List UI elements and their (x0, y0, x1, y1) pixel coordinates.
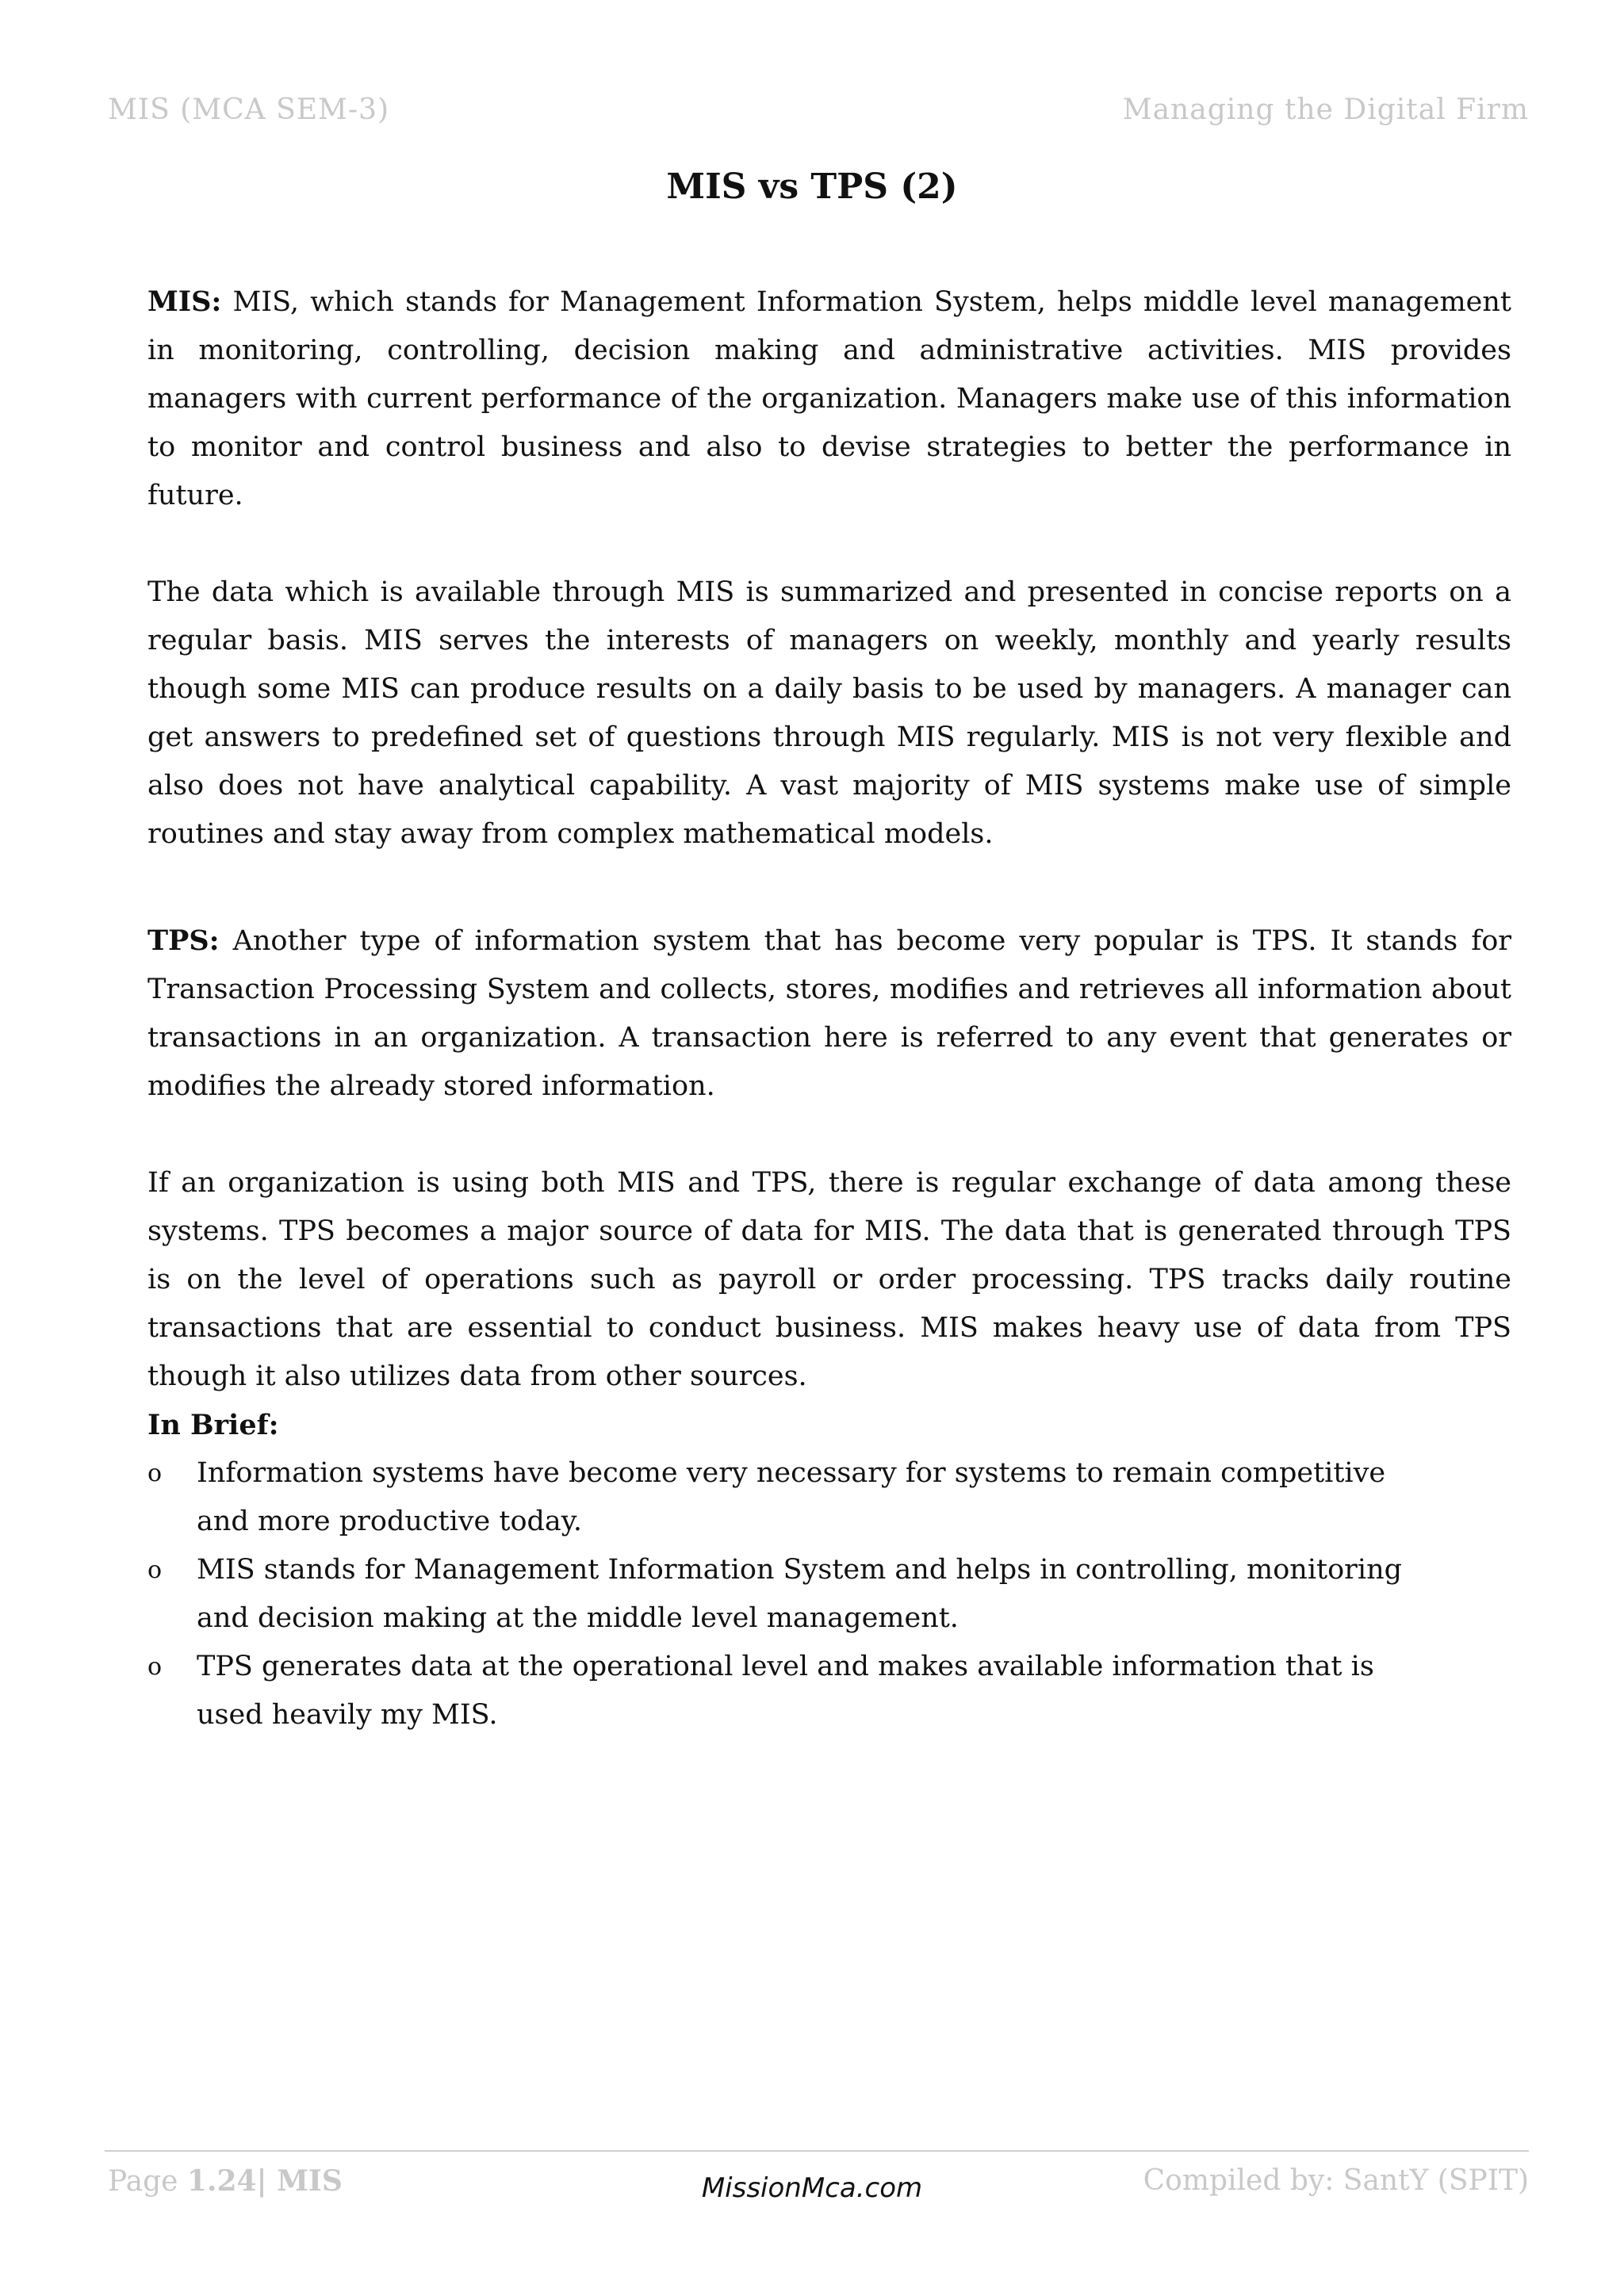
in-brief-list (147, 1449, 1440, 1739)
in-brief-heading: In Brief: (147, 1409, 279, 1441)
header-right-text: Managing the Digital Firm (1122, 94, 1529, 126)
list-item-text: MIS stands for Management Information System and helps in controlling, monitoring and decision making at the middle level management. (197, 1554, 1403, 1634)
hollow-bullet-icon: o (147, 1653, 163, 1681)
mis-paragraph-text: MIS, which stands for Management Information System, helps middle level management in monitoring, controlling, decision making and administrative activities. MIS provides managers with current performance of the organization. Managers make use of this information to monitor and control business and also to devise strategies to better the performance in future. (147, 286, 1511, 511)
hollow-bullet-icon: o (147, 1556, 163, 1584)
document-body (147, 277, 1511, 1739)
list-item (147, 1643, 1440, 1739)
footer-page-number: 1.24| MIS (186, 2164, 343, 2198)
mis-lead-label: MIS: (147, 285, 222, 318)
mis-paragraph (147, 277, 1511, 520)
mis-data-paragraph: The data which is available through MIS is summarized and presented in concise reports on a regular basis. MIS serves the interests of managers on weekly, monthly and yearly results though some MIS can produce results on a daily basis to be used by managers. A manager can get answers to predefined set of questions through MIS regularly. MIS is not very flexible and also does not have analytical capability. A vast majority of MIS systems make use of simple routines and stay away from complex mathematical models. (147, 576, 1511, 850)
page-title: MIS vs TPS (2) (666, 166, 958, 207)
tps-paragraph (147, 916, 1511, 1111)
footer-brand-logo: MissionMca.com (701, 2172, 923, 2204)
header-left-text: MIS (MCA SEM-3) (108, 94, 389, 126)
tps-paragraph-text: Another type of information system that has become very popular is TPS. It stands for Transaction Processing System and collects, stores, modifies and retrieves all information about transactions in an organization. A transaction here is referred to any event that generates or modifies the already stored information. (147, 925, 1511, 1102)
tps-lead-label: TPS: (147, 924, 220, 957)
list-item (147, 1546, 1440, 1643)
list-item-text: TPS generates data at the operational level and makes available information that is used heavily my MIS. (197, 1651, 1374, 1731)
list-item-text: Information systems have become very necessary for systems to remain competitive and more productive today. (197, 1457, 1386, 1537)
footer-compiled-by: Compiled by: SantY (SPIT) (1143, 2164, 1529, 2197)
footer-divider (105, 2150, 1529, 2152)
mis-tps-exchange-paragraph: If an organization is using both MIS and TPS, there is regular exchange of data among these systems. TPS becomes a major source of data for MIS. The data that is generated through TPS is on the level of operations such as payroll or order processing. TPS tracks daily routine transactions that are essential to conduct business. MIS makes heavy use of data from TPS though it also utilizes data from other sources. (147, 1167, 1511, 1392)
footer-page-prefix: Page (108, 2165, 187, 2198)
list-item (147, 1449, 1440, 1546)
hollow-bullet-icon: o (147, 1460, 163, 1487)
